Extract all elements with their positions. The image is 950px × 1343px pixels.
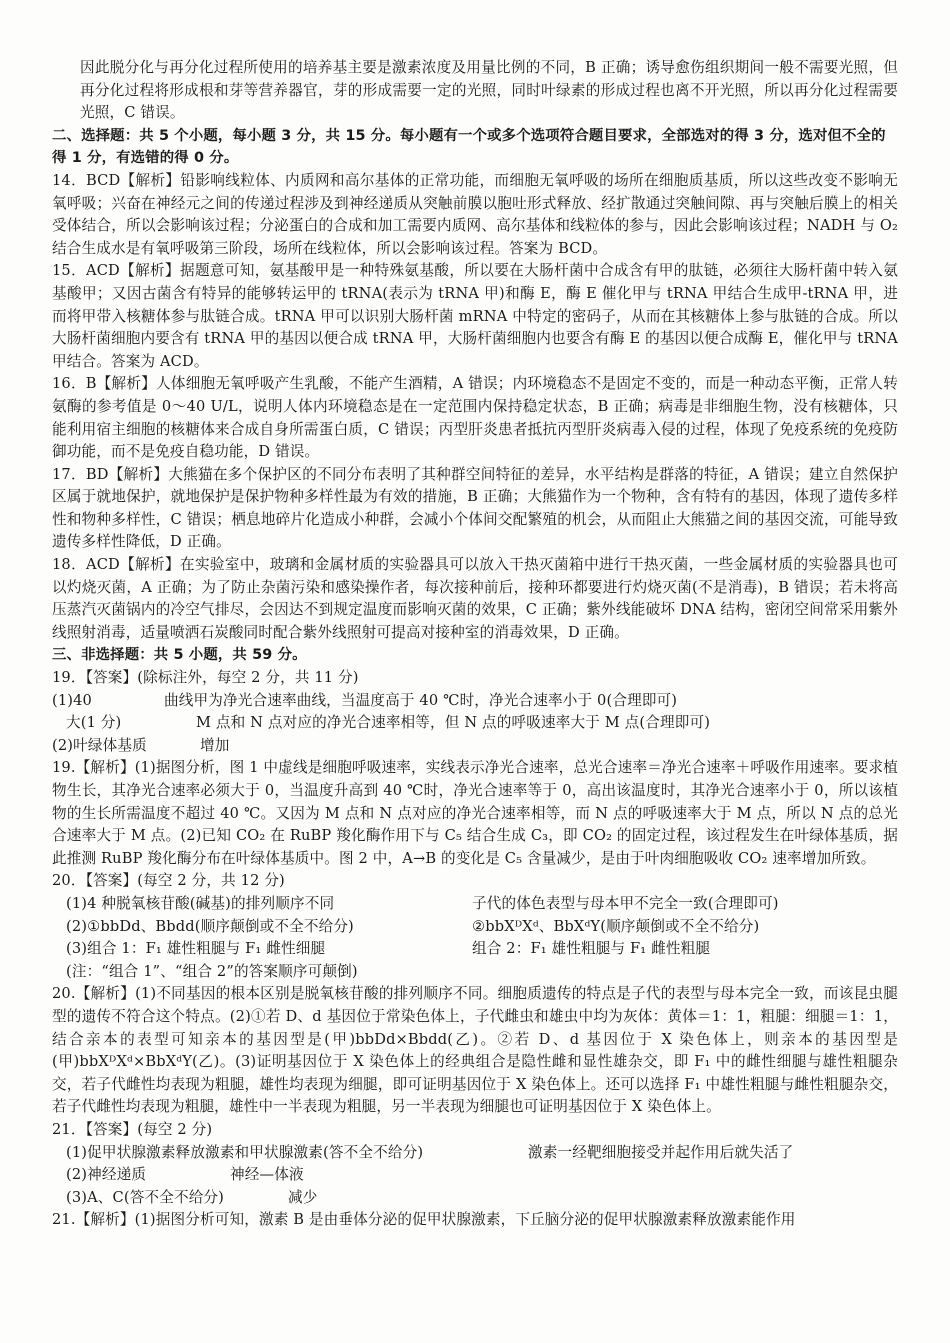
- question-21-answer-line-3: [52, 1187, 898, 1210]
- answer-blank: 减少: [288, 1188, 318, 1206]
- question-20-answer-title: 20．【答案】(每空 2 分，共 12 分): [52, 872, 285, 890]
- question-14-explanation: 14．BCD【解析】铅影响线粒体、内质网和高尔基体的正常功能，而细胞无氧呼吸的场所在细胞质基质，所以这些改变不影响无氧呼吸；兴奋在神经元之间的传递过程涉及到神经递质从突触前膜以胞吐形式释放、经扩散通过突触间隙、再与突触后膜上的相关受体结合，所以会影响该过程；分泌蛋白的合成和加工需要内质网、高尔基体和线粒体的参与，因此会影响该过程；NADH 与 O₂ 结合生成水是有氧呼吸第三阶段，场所在线粒体，所以会影响该过程。答案为 BCD。: [52, 171, 898, 257]
- question-21-answer-line-1: [52, 1142, 898, 1165]
- answer-blank: 增加: [200, 736, 230, 754]
- question-20-answer-line-2: [52, 916, 898, 939]
- question-21-answer-title: 21．【答案】(每空 2 分): [52, 1120, 213, 1138]
- answer-blank: (3)组合 1：F₁ 雄性粗腿与 F₁ 雌性细腿: [66, 940, 326, 958]
- answer-blank: (2)①bbDd、Bbdd(顺序颠倒或不全不给分): [66, 917, 354, 935]
- question-19-answer-line-1: [52, 690, 898, 713]
- question-19-answer-title: 19．【答案】(除标注外，每空 2 分，共 11 分): [52, 669, 359, 687]
- answer-blank: (2)神经递质: [66, 1166, 147, 1184]
- question-20-note: (注：“组合 1”、“组合 2”的答案顺序可颠倒): [66, 962, 358, 980]
- intro-paragraph: 因此脱分化与再分化过程所使用的培养基主要是激素浓度及用量比例的不同，B 正确；诱导愈伤组织期间一般不需要光照，但再分化过程将形成根和芽等营养器官，芽的形成需要一定的光照，同时叶绿素的形成过程也离不开光照，所以再分化过程需要光照，C 错误。: [80, 59, 898, 122]
- answer-blank: 激素一经靶细胞接受并起作用后就失活了: [528, 1143, 794, 1161]
- answer-blank: (1)4 种脱氧核苷酸(碱基)的排列顺序不同: [66, 894, 335, 912]
- question-20-answer-line-1: [52, 893, 898, 916]
- question-18-explanation: 18．ACD【解析】在实验室中，玻璃和金属材质的实验器具可以放入干热灭菌箱中进行干热灭菌，一些金属材质的实验器具也可以灼烧灭菌，A 正确；为了防止杂菌污染和感染操作者，每次接种前后，接种环都要进行灼烧灭菌(不是消毒)，B 错误；若未将高压蒸汽灭菌锅内的冷空气排尽，会因达不到规定温度而影响灭菌的效果，C 正确；紫外线能破坏 DNA 结构，密闭空间常采用紫外线照射消毒，适量喷洒石炭酸同时配合紫外线照射可提高对接种室的消毒效果，D 正确。: [52, 556, 898, 641]
- answer-blank: ②bbXᴰXᵈ、BbXᵈY(顺序颠倒或不全不给分): [472, 917, 760, 935]
- question-15-explanation: 15．ACD【解析】据题意可知，氨基酸甲是一种特殊氨基酸，所以要在大肠杆菌中合成含有甲的肽链，必须往大肠杆菌中转入氨基酸甲；又因古菌含有特异的能够转运甲的 tRNA(表示为 tRNA 甲)和酶 E，酶 E 催化甲与 tRNA 甲结合生成甲-tRNA 甲，进而将甲带入核糖体参与肽链合成。tRNA 甲可以识别大肠杆菌 mRNA 中特定的密码子，从而在其核糖体上参与肽链的合成。所以大肠杆菌细胞内要含有 tRNA 甲的基因以便合成 tRNA 甲，大肠杆菌细胞内也要含有酶 E 的基因以便合成酶 E，催化甲与 tRNA 甲结合。答案为 ACD。: [52, 262, 898, 370]
- section-2-heading: 二、选择题：共 5 个小题，每小题 3 分，共 15 分。每小题有一个或多个选项符合题目要求，全部选对的得 3 分，选对但不全的得 1 分，有选错的得 0 分。: [52, 127, 886, 167]
- answer-blank: 曲线甲为净光合速率曲线，当温度高于 40 ℃时，净光合速率小于 0(合理即可): [164, 691, 678, 709]
- question-17-explanation: 17．BD【解析】大熊猫在多个保护区的不同分布表明了其种群空间特征的差异，水平结构是群落的特征，A 错误；建立自然保护区属于就地保护，就地保护是保护物种多样性最为有效的措施，B 正确；大熊猫作为一个物种，含有特有的基因，体现了遗传多样性和物种多样性，C 错误；栖息地碎片化造成小种群，会减小个体间交配繁殖的机会，从而阻止大熊猫之间的基因交流，可能导致遗传多样性降低，D 正确。: [52, 465, 898, 551]
- answer-blank: 大(1 分): [66, 714, 122, 732]
- answer-blank: (3)A、C(答不全不给分): [66, 1188, 225, 1206]
- question-20-explanation: 20.【解析】(1)不同基因的根本区别是脱氧核苷酸的排列顺序不同。细胞质遗传的特点是子代的表型与母本完全一致，而该昆虫腿型的遗传不符合这个特点。(2)①若 D、d 基因位于常染色体上，子代雌虫和雄虫中均为灰体：黄体＝1：1，粗腿：细腿＝1：1，结合亲本的表型可知亲本的基因型是(甲)bbDd×Bbdd(乙)。②若 D、d 基因位于 X 染色体上，则亲本的基因型是(甲)bbXᴰXᵈ×BbXᵈY(乙)。(3)证明基因位于 X 染色体上的经典组合是隐性雌和显性雄杂交，即 F₁ 中的雌性细腿与雄性粗腿杂交，若子代雌性均表现为粗腿，雄性均表现为细腿，即可证明基因位于 X 染色体上。还可以选择 F₁ 中雄性粗腿与雌性粗腿杂交，若子代雌性均表现为粗腿，雄性中一半表现为粗腿，另一半表现为细腿也可证明基因位于 X 染色体上。: [52, 985, 898, 1116]
- answer-blank: (1)40: [52, 691, 92, 709]
- question-16-explanation: 16．B【解析】人体细胞无氧呼吸产生乳酸，不能产生酒精，A 错误；内环境稳态不是固定不变的，而是一种动态平衡，正常人转氨酶的参考值是 0～40 U/L，说明人体内环境稳态是在一定范围内保持稳定状态，B 正确；病毒是非细胞生物，没有核糖体，只能利用宿主细胞的核糖体来合成自身所需蛋白质，C 错误；丙型肝炎患者抵抗丙型肝炎病毒入侵的过程，体现了免疫系统的免疫防御功能，而不是免疫自稳功能，D 错误。: [52, 375, 898, 461]
- question-21-answer-line-2: [52, 1164, 898, 1187]
- answer-blank: 神经—体液: [230, 1166, 304, 1184]
- question-19-answer-line-3: [52, 735, 898, 758]
- question-19-explanation: 19.【解析】(1)据图分析，图 1 中虚线是细胞呼吸速率，实线表示净光合速率，总光合速率＝净光合速率＋呼吸作用速率。要求植物生长，其净光合速率必须大于 0，当温度升高到 40 ℃时，净光合速率等于 0，高出该温度时，其净光合速率小于 0，所以该植物的生长所需温度不超过 40 ℃。又因为 M 点和 N 点对应的净光合速率相等，而 N 点的呼吸速率大于 M 点，所以 N 点的总光合速率大于 M 点。(2)已知 CO₂ 在 RuBP 羧化酶作用下与 C₅ 结合生成 C₃，即 CO₂ 的固定过程，该过程发生在叶绿体基质，据此推测 RuBP 羧化酶分布在叶绿体基质中。图 2 中，A→B 的变化是 C₅ 含量减少，是由于叶肉细胞吸收 CO₂ 速率增加所致。: [52, 759, 898, 867]
- answer-blank: 子代的体色表型与母本甲不完全一致(合理即可): [472, 894, 779, 912]
- section-3-heading: 三、非选择题：共 5 小题，共 59 分。: [52, 647, 307, 664]
- answer-blank: (1)促甲状腺激素释放激素和甲状腺激素(答不全不给分): [66, 1143, 424, 1161]
- question-21-explanation: 21.【解析】(1)据图分析可知，激素 B 是由垂体分泌的促甲状腺激素，下丘脑分泌的促甲状腺激素释放激素能作用: [52, 1211, 796, 1229]
- answer-blank: 组合 2：F₁ 雄性粗腿与 F₁ 雌性粗腿: [472, 940, 711, 958]
- answer-blank: M 点和 N 点对应的净光合速率相等，但 N 点的呼吸速率大于 M 点(合理即可): [196, 714, 711, 732]
- answer-blank: (2)叶绿体基质: [52, 736, 147, 754]
- question-20-answer-line-3: [52, 938, 898, 961]
- question-19-answer-line-2: [52, 712, 898, 735]
